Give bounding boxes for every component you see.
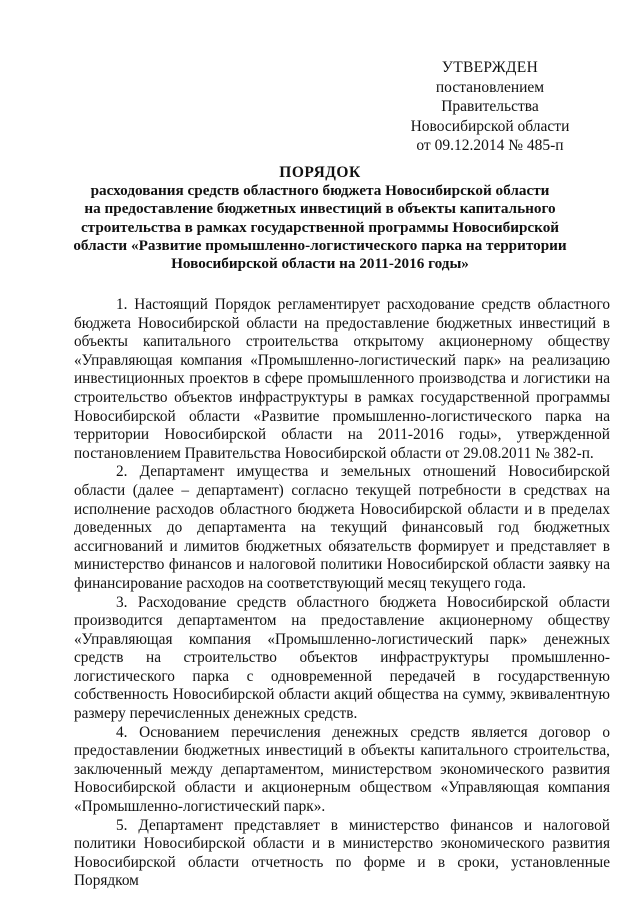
document-subtitle-line: на предоставление бюджетных инвестиций в объекты капитального xyxy=(84,200,556,218)
approval-line-region: Новосибирской области xyxy=(410,117,570,135)
document-subtitle-line: расходования средств областного бюджета Новосибирской области xyxy=(90,182,550,200)
document-title: ПОРЯДОК xyxy=(279,164,361,181)
paragraph-1: 1. Настоящий Порядок регламентирует расходование средств областного бюджета Новосибирской области на предоставление бюджетных инвестиций в объекты капитального строительства открытому акционерному обществу «Управляющая компания «Промышленно-логистический парк» на реализацию инвестиционных проектов в сфере промышленного производства и логистики на строительство объектов инфраструктуры в рамках государственной программы Новосибирской области «Развитие промышленно-логистического парка на территории Новосибирской области на 2011-2016 годы», утвержденной постановлением Правительства Новосибирской области от 29.08.2011 № 382-п. xyxy=(74,296,610,462)
document-subtitle-line: области «Развитие промышленно-логистического парка на территории xyxy=(73,236,567,254)
document-title-block xyxy=(60,164,580,273)
approval-stamp-heading: УТВЕРЖДЕН xyxy=(441,59,539,76)
paragraph-2: 2. Департамент имущества и земельных отношений Новосибирской области (далее – департамент) согласно текущей потребности в средствах на исполнение расходов областного бюджета Новосибирской области и в пределах доведенных до департамента на текущий финансовый год бюджетных ассигнований и лимитов бюджетных обязательств формирует и представляет в министерство финансов и налоговой политики Новосибирской области заявку на финансирование расходов на соответствующий месяц текущего года. xyxy=(74,463,610,592)
approval-stamp-block xyxy=(390,58,590,156)
document-subtitle-line: строительства в рамках государственной программы Новосибирской xyxy=(80,218,560,236)
document-body xyxy=(74,296,610,891)
paragraph-5: 5. Департамент представляет в министерство финансов и налоговой политики Новосибирской области и в министерство экономического развития Новосибирской области отчетность по форме и в сроки, установленные Порядком xyxy=(74,816,610,890)
paragraph-4: 4. Основанием перечисления денежных средств является договор о предоставлении бюджетных инвестиций в объекты капитального строительства, заключенный между департаментом, министерством экономического развития Новосибирской области и акционерным обществом «Управляющая компания «Промышленно-логистический парк». xyxy=(74,723,610,816)
approval-line-date-number: от 09.12.2014 № 485-п xyxy=(416,137,564,154)
approval-line-authority: постановлением Правительства xyxy=(435,78,545,115)
document-subtitle-line: Новосибирской области на 2011-2016 годы» xyxy=(171,255,469,273)
paragraph-3: 3. Расходование средств областного бюджета Новосибирской области производится департаментом на предоставление акционерному обществу «Управляющая компания «Промышленно-логистический парк» денежных средств на строительство объектов инфраструктуры промышленно-логистического парка с одновременной передачей в государственную собственность Новосибирской области акций общества на сумму, эквивалентную размеру перечисленных денежных средств. xyxy=(74,593,610,723)
